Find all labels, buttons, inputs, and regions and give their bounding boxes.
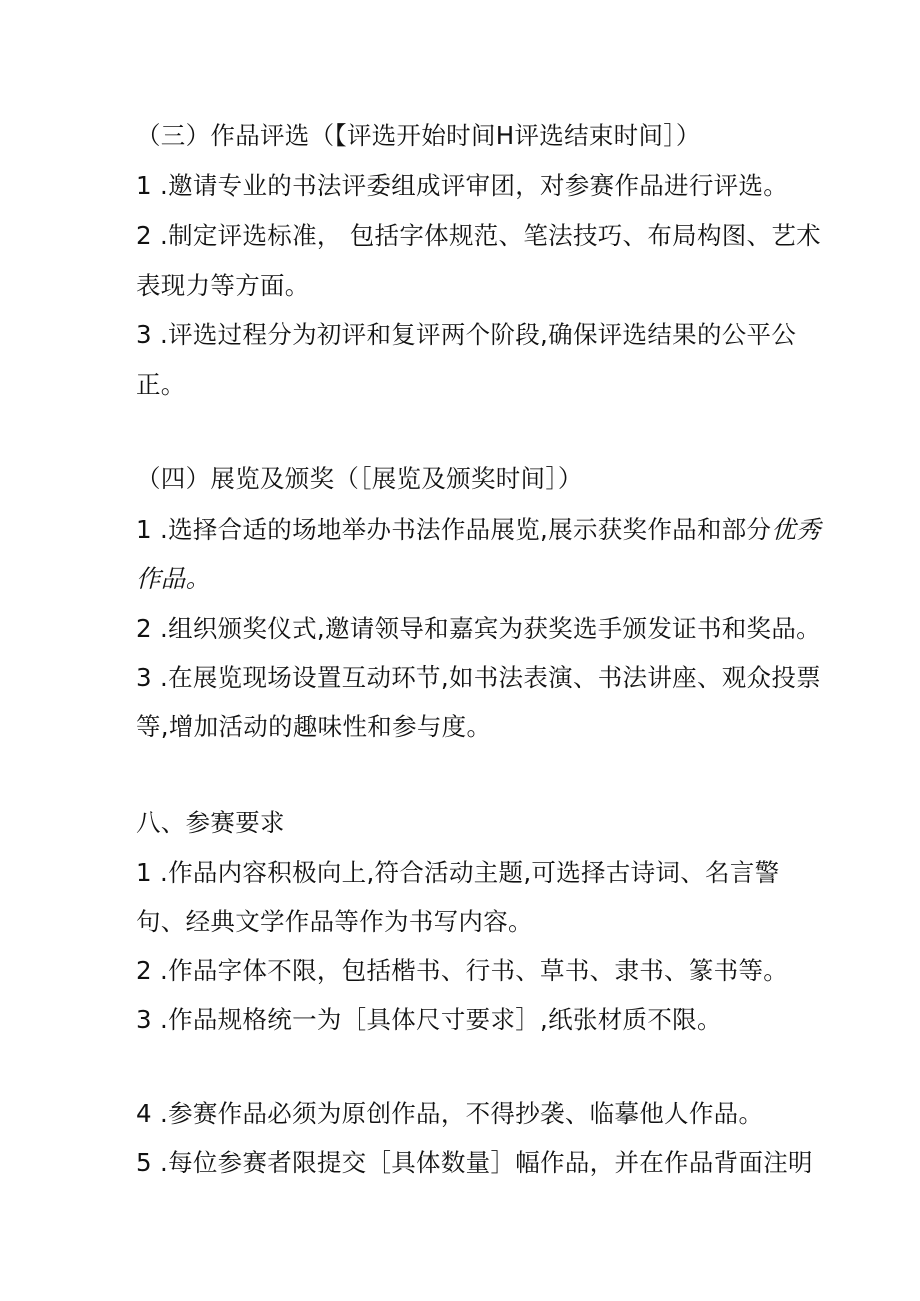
section-3-item-1: 1 .邀请专业的书法评委组成评审团，对参赛作品进行评选。 (136, 171, 789, 200)
section-3-heading: （三）作品评选（【评选开始时间H评选结束时间］） (136, 121, 701, 150)
section-8-item-1-line-2: 句、经典文学作品等作为书写内容。 (136, 907, 533, 936)
section-8-heading: 八、参赛要求 (136, 808, 285, 837)
section-4-item-3-line-2: 等,增加活动的趣味性和参与度。 (136, 712, 492, 741)
section-4-item-1-italic-text: 优秀 (771, 515, 821, 544)
section-4-item-1-line-2: 作品。 (136, 564, 211, 593)
section-8-item-1-line-1: 1 .作品内容积极向上,符合活动主题,可选择古诗词、名言警 (136, 858, 780, 887)
section-8-item-5: 5 .每位参赛者限提交［具体数量］幅作品，并在作品背面注明 (136, 1148, 813, 1177)
section-8-item-3: 3 .作品规格统一为［具体尺寸要求］,纸张材质不限。 (136, 1005, 722, 1034)
section-3-item-2-line-1: 2 .制定评选标准， 包括字体规范、笔法技巧、布局构图、艺术 (136, 221, 821, 250)
section-3-item-2-line-2: 表现力等方面。 (136, 271, 310, 300)
section-4-heading: （四）展览及颁奖（［展览及颁奖时间］） (136, 464, 583, 493)
section-4-item-2: 2 .组织颁奖仪式,邀请领导和嘉宾为获奖选手颁发证书和奖品。 (136, 614, 821, 643)
section-4-item-1-line-1 (136, 513, 821, 547)
section-3-item-3-line-1: 3 .评选过程分为初评和复评两个阶段,确保评选结果的公平公 (136, 320, 797, 349)
section-4-item-3-line-1: 3 .在展览现场设置互动环节,如书法表演、书法讲座、观众投票 (136, 663, 821, 692)
section-4-item-1-text: 1 .选择合适的场地举办书法作品展览,展示获奖作品和部分 (136, 515, 772, 544)
section-8-item-4: 4 .参赛作品必须为原创作品，不得抄袭、临摹他人作品。 (136, 1099, 764, 1128)
section-3-item-3-line-2: 正。 (136, 370, 186, 399)
section-8-item-2: 2 .作品字体不限，包括楷书、行书、草书、隶书、篆书等。 (136, 956, 789, 985)
